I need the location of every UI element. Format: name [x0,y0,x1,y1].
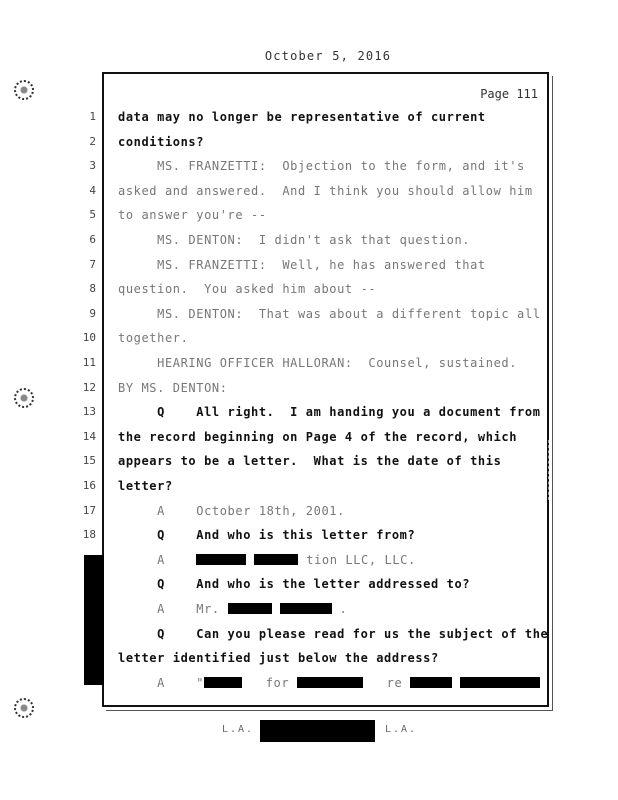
transcript-line [82,451,551,473]
transcript-line [89,132,551,154]
line-number: 3 [89,159,96,173]
transcript-line [104,550,551,572]
line-text-content: MS. DENTON: That was about a different topic all [118,306,541,321]
transcript-line [89,230,551,252]
footer-left-text: L.A. [222,724,255,735]
redaction-block [204,677,242,688]
line-number: 5 [89,208,96,222]
line-number: 18 [82,528,96,542]
line-text-content: Q And who is this letter from? [118,528,416,543]
transcript-line [82,353,551,375]
line-text [118,430,517,444]
line-text [118,602,347,616]
line-text [118,307,541,321]
line-text-content: MS. DENTON: I didn't ask that question. [118,233,471,247]
margin-mark [548,440,550,500]
line-number: 1 [89,110,96,123]
redaction-block [254,554,298,565]
side-redaction-bar [84,555,104,685]
punch-hole-icon [14,388,34,408]
transcript-line [104,673,551,695]
line-text [118,577,470,591]
redaction-block [297,677,363,688]
transcript-line [89,156,551,178]
line-text-content: Q And who is the letter addressed to? [118,577,471,592]
line-text [118,553,416,567]
line-text [118,405,541,419]
transcript-line [82,427,551,449]
line-text-suffix: . [339,602,348,616]
line-number: 7 [89,257,96,271]
line-number: 13 [82,405,96,419]
line-number: 15 [82,454,96,468]
transcript-line [82,402,551,424]
transcript-line [82,501,551,523]
line-text-content: the record beginning on Page 4 of the record, which [118,429,518,444]
line-text [118,627,548,641]
line-text-content: appears to be a letter. What is the date of this [118,454,502,469]
header-date: October 5, 2016 [264,49,392,63]
transcript-line [82,328,551,350]
transcript-line [89,205,551,227]
line-text [118,676,548,690]
line-text [118,454,501,468]
line-text-content: BY MS. DENTON: [118,380,228,395]
line-text-content: to answer you're -- [118,208,267,223]
transcript-page [82,72,549,707]
line-text [118,381,228,395]
line-text-content: data may no longer be representative of current [118,110,486,124]
redaction-block [460,677,540,688]
line-text-content: A October 18th, 2001. [118,503,345,518]
line-text [118,356,517,370]
line-text-content: together. [118,331,189,346]
line-text-content: A [118,552,197,567]
line-text [118,258,486,272]
punch-hole-icon [14,698,34,718]
redaction-block [228,603,272,614]
transcript-line [89,279,551,301]
line-text [118,110,486,124]
punch-hole-icon [14,80,34,100]
transcript-line [82,476,551,498]
transcript-line [82,378,551,400]
line-number: 8 [89,282,96,296]
transcript-line [89,304,551,326]
line-text [118,184,533,198]
line-text [118,479,173,493]
footer [0,716,618,746]
redaction-block [410,677,452,688]
line-number: 11 [82,356,96,369]
line-text-content: MS. FRANZETTI: Objection to the form, and it's [118,159,525,174]
line-number: 12 [82,380,96,394]
line-text-content: question. You asked him about -- [118,282,377,297]
line-text [118,233,470,247]
page-label: Page 111 [480,87,538,101]
transcript-line [104,574,551,596]
redaction-block [196,554,246,565]
line-text-content: HEARING OFFICER HALLORAN: Counsel, sustained. [118,356,518,370]
line-text [118,282,376,296]
footer-right-text: L.A. [385,724,418,735]
line-text-content: asked and answered. And I think you should allow him [118,183,533,198]
line-text-content: MS. FRANZETTI: Well, he has answered that [118,257,486,272]
line-number: 4 [89,183,96,197]
transcript-line [89,107,551,129]
line-text-content: Q All right. I am handing you a document from [118,405,541,420]
line-text [118,331,188,345]
line-text [118,528,415,542]
line-text-content: A Mr. [118,602,228,616]
line-text [118,159,525,173]
line-text-content: A " [118,675,205,690]
line-text [118,504,345,518]
line-number: 17 [82,503,96,517]
transcript-line [89,181,551,203]
line-text-content: letter identified just below the address? [118,651,439,666]
transcript-line [104,648,551,670]
line-number: 16 [82,479,96,492]
line-number: 2 [89,134,96,148]
line-text-content: conditions? [118,134,205,149]
transcript-line [104,599,551,621]
line-number: 10 [82,331,96,345]
line-text-content: Q Can you please read for us the subject of the [118,626,549,641]
line-text-content: letter? [118,479,173,493]
line-text-suffix: tion LLC, LLC. [306,552,416,567]
line-text-suffix: re [371,675,411,690]
line-text [118,208,267,222]
redaction-block [280,603,332,614]
line-text [118,651,439,665]
transcript-line [82,525,551,547]
line-number: 14 [82,429,96,443]
line-text-suffix: for [250,675,298,690]
transcript-line [104,624,551,646]
line-number: 6 [89,233,96,246]
line-text [118,135,204,149]
line-number: 9 [89,306,96,320]
transcript-line [89,255,551,277]
footer-redaction [260,720,375,742]
